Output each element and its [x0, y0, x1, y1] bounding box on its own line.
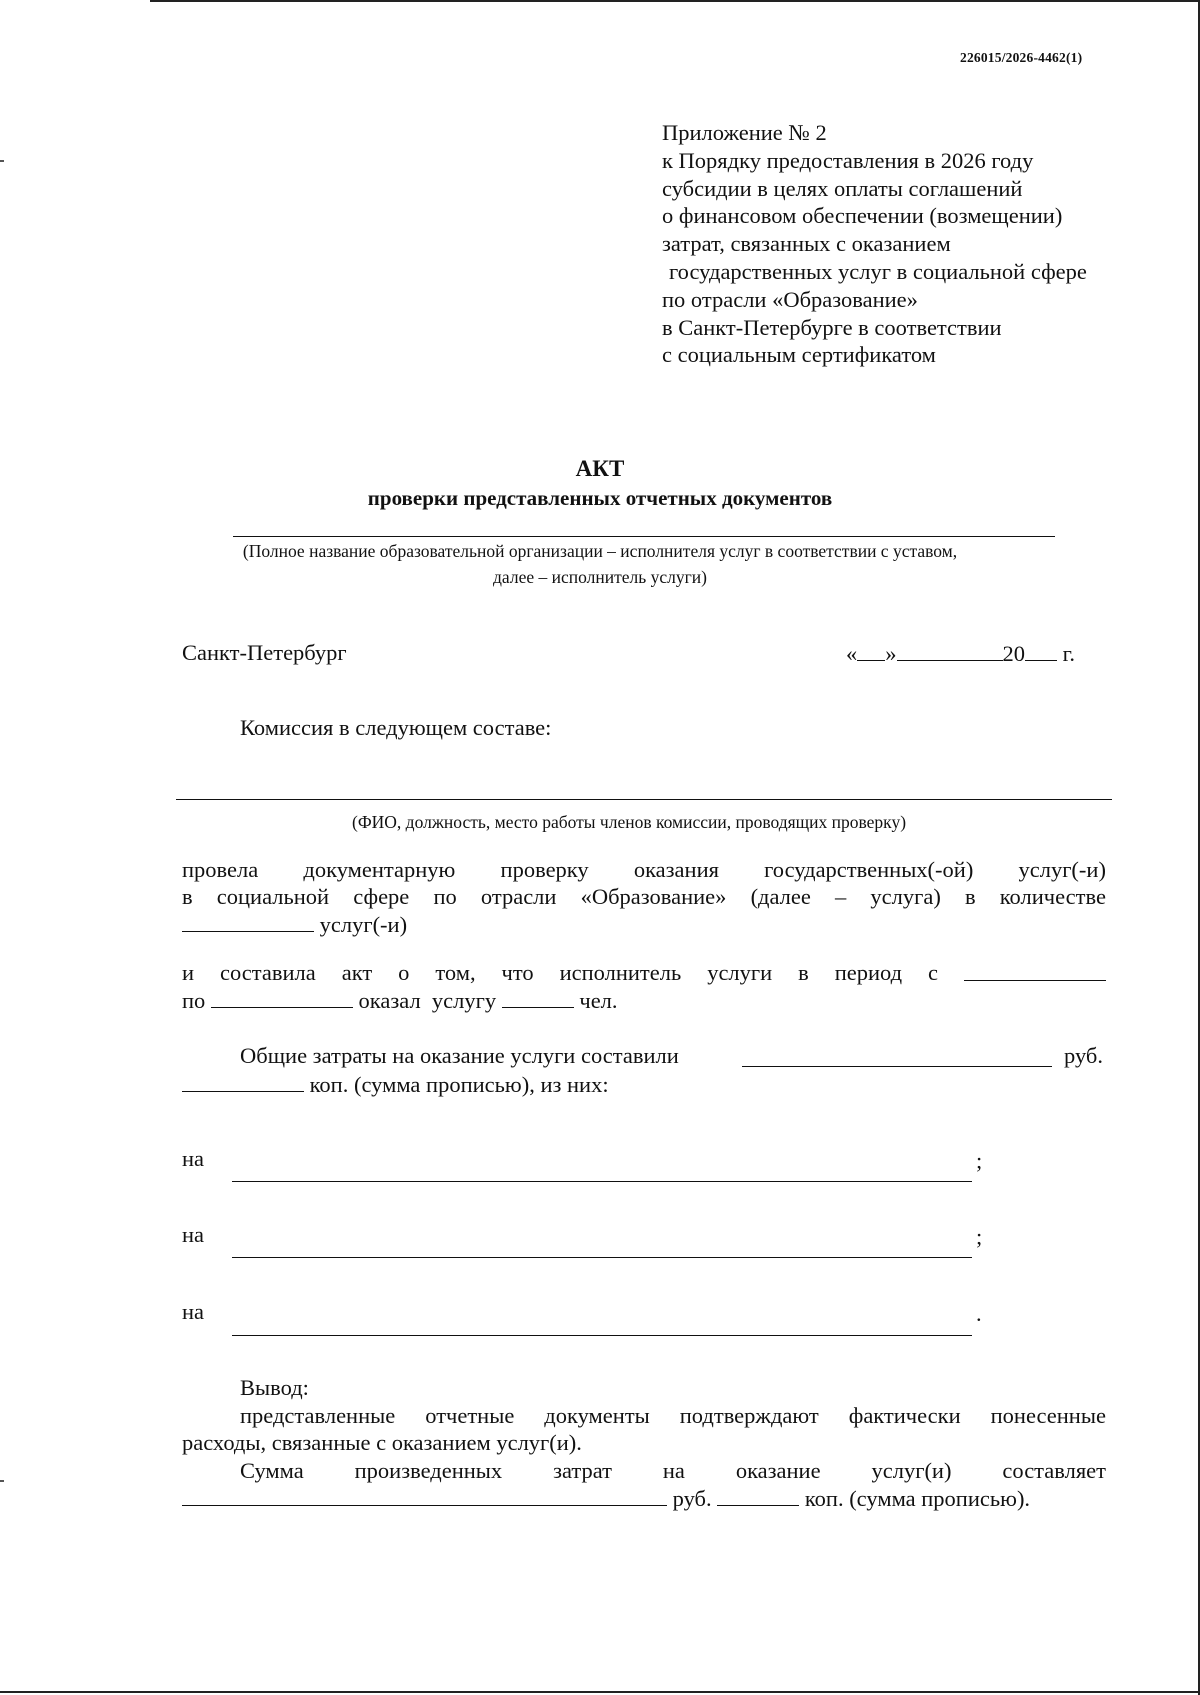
conclusion-sum-line2 — [182, 1485, 1030, 1512]
word: документарную — [303, 857, 456, 882]
total-cost-label: Общие затраты на оказание услуги составили — [240, 1043, 679, 1068]
word: том, — [435, 960, 476, 985]
word: в — [965, 884, 976, 909]
appendix-line: в Санкт-Петербурге в соответствии — [662, 314, 1002, 340]
people-count-blank — [502, 987, 574, 1008]
breakdown-blank — [232, 1257, 972, 1258]
word: понесенные — [990, 1403, 1106, 1428]
appendix-line: к Порядку предоставления в 2026 году — [662, 147, 1034, 173]
word: социальной — [216, 884, 330, 909]
para1-line3 — [182, 911, 407, 938]
breakdown-blank — [232, 1335, 972, 1336]
appendix-line: Приложение № 2 — [662, 120, 827, 145]
word: оказания — [633, 857, 719, 882]
date-day-blank — [857, 640, 885, 661]
date-quote-close: » — [885, 641, 897, 666]
kop-label: коп. (сумма прописью). — [804, 1486, 1031, 1511]
commission-members-line — [176, 799, 1112, 800]
commission-intro: Комиссия в следующем составе: — [240, 715, 552, 740]
word: по — [433, 884, 457, 909]
word: провела — [182, 857, 259, 882]
word: количестве — [999, 884, 1106, 909]
date-month-blank — [897, 640, 1003, 661]
total-kop-blank — [182, 1071, 304, 1092]
final-kop-blank — [717, 1485, 799, 1506]
para2-line2 — [182, 987, 618, 1014]
breakdown-prefix: на — [182, 1222, 205, 1247]
word: затрат — [553, 1458, 612, 1483]
word: «Образование» — [580, 884, 727, 909]
word: – — [835, 884, 847, 909]
breakdown-blank — [232, 1181, 972, 1182]
appendix-line: государственных услуг в социальной сфере — [669, 258, 1087, 284]
breakdown-prefix: на — [182, 1146, 205, 1171]
word: и — [182, 960, 195, 985]
word: услуги — [707, 960, 773, 985]
total-cost-line2 — [182, 1071, 609, 1098]
total-rub-blank — [742, 1066, 1052, 1067]
word: услуга) — [870, 884, 941, 909]
word: подтверждают — [679, 1403, 819, 1428]
org-caption-line2: далее – исполнитель услуги) — [493, 567, 707, 587]
word: оказание — [735, 1458, 821, 1483]
word: фактически — [848, 1403, 961, 1428]
rub-label: руб. — [672, 1486, 712, 1511]
org-name-line — [233, 536, 1055, 537]
breakdown-end: . — [976, 1301, 982, 1326]
appendix-block — [662, 119, 1087, 369]
word: в — [798, 960, 809, 985]
word: государственных(-ой) — [764, 857, 974, 882]
word: составила — [220, 960, 316, 985]
scan-edge-mark — [0, 1480, 4, 1482]
word: отчетные — [425, 1403, 515, 1428]
city-name: Санкт-Петербург — [182, 640, 347, 665]
period-start-blank — [964, 960, 1106, 981]
word: с — [928, 960, 939, 985]
appendix-line: о финансовом обеспечении (возмещении) — [662, 203, 1063, 229]
conclusion-line1 — [240, 1403, 1106, 1429]
total-cost-line1 — [240, 1043, 679, 1069]
document-title: АКТ — [575, 456, 625, 481]
appendix-line: субсидии в целях оплаты соглашений — [662, 175, 1023, 201]
document-number: 226015/2026-4462(1) — [960, 50, 1083, 65]
para1-line1 — [182, 857, 1106, 883]
services-label: услуг(-и) — [319, 912, 408, 937]
conclusion-sum-line1 — [240, 1458, 1106, 1484]
date-field — [846, 640, 1075, 667]
word: на — [662, 1458, 685, 1483]
word: исполнитель — [559, 960, 682, 985]
word: по — [182, 988, 206, 1013]
commission-caption: (ФИО, должность, место работы членов комиссии, проводящих проверку) — [352, 812, 907, 832]
word: о — [398, 960, 410, 985]
breakdown-prefix: на — [182, 1299, 205, 1324]
word: что — [501, 960, 534, 985]
breakdown-end: ; — [976, 1148, 983, 1173]
date-year-blank — [1025, 640, 1057, 661]
breakdown-end: ; — [976, 1224, 983, 1249]
org-caption-line1: (Полное название образовательной организации – исполнителя услуг в соответствии с уставом, — [242, 541, 958, 561]
kop-label: коп. (сумма прописью), из них: — [309, 1072, 609, 1097]
final-rub-blank — [182, 1485, 667, 1506]
word: период — [834, 960, 903, 985]
word: оказал услугу — [358, 988, 497, 1013]
appendix-line: с социальным сертификатом — [662, 342, 936, 368]
period-end-blank — [211, 987, 353, 1008]
date-year-suffix: г. — [1062, 641, 1075, 666]
word: составляет — [1002, 1458, 1106, 1483]
rub-label: руб. — [1064, 1043, 1103, 1068]
scan-edge-mark — [0, 160, 4, 162]
word: сфере — [353, 884, 410, 909]
word: услуг(-и) — [1018, 857, 1106, 882]
word: проверку — [500, 857, 589, 882]
word: (далее — [750, 884, 811, 909]
date-year-prefix: 20 — [1002, 641, 1025, 666]
word: Сумма — [240, 1458, 304, 1483]
word: отрасли — [480, 884, 557, 909]
conclusion-heading: Вывод: — [240, 1375, 309, 1400]
word: чел. — [579, 988, 618, 1013]
appendix-line: затрат, связанных с оказанием — [662, 231, 951, 257]
page-bottom-border — [0, 1691, 1200, 1693]
appendix-line: по отрасли «Образование» — [662, 286, 918, 312]
document-subtitle: проверки представленных отчетных документов — [367, 486, 833, 510]
conclusion-line2: расходы, связанные с оказанием услуг(и). — [182, 1430, 582, 1455]
word: документы — [544, 1403, 650, 1428]
word: представленные — [240, 1403, 396, 1428]
word: произведенных — [354, 1458, 503, 1483]
page-top-border — [150, 0, 1200, 2]
word: акт — [341, 960, 373, 985]
word: услуг(и) — [871, 1458, 952, 1483]
word: в — [182, 884, 193, 909]
para2-line1 — [182, 960, 1106, 986]
date-quote-open: « — [846, 641, 858, 666]
para1-line2 — [182, 884, 1106, 910]
services-count-blank — [182, 911, 314, 932]
